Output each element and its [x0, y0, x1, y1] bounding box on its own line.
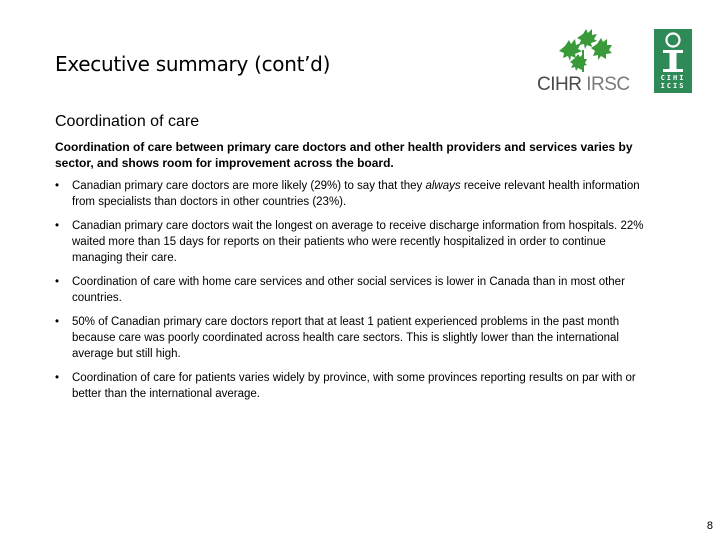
list-item: • Coordination of care with home care services and other social services is lower in Canada than in most other countries.: [55, 276, 625, 304]
bullet-marker: •: [55, 276, 60, 288]
page-title: Executive summary (cont’d): [55, 52, 331, 76]
bullet-list: [55, 178, 655, 410]
irsc-wordmark: IRSC: [586, 74, 630, 95]
section-heading: Coordination of care: [55, 113, 200, 130]
intro-paragraph: Coordination of care between primary care doctors and other health providers and services varies by sector, and shows room for improvement across the board.: [55, 140, 633, 170]
cihr-logo: [535, 26, 631, 96]
cihi-wordmark: CIHI: [660, 74, 686, 82]
cihi-logo: [654, 29, 692, 93]
list-item: • Canadian primary care doctors wait the longest on average to receive discharge information from hospitals. 22% waited more than 15 days for reports on their patients who were recently hospitalized in order to continue managing their care.: [55, 220, 644, 264]
cihr-wordmark: CIHR: [537, 74, 582, 95]
list-item: • Canadian primary care doctors are more likely (29%) to say that they always receive relevant health information from specialists than doctors in other countries (23%).: [55, 180, 640, 208]
icis-wordmark: ICIS: [660, 82, 686, 90]
bullet-marker: •: [55, 180, 60, 192]
list-item: • Coordination of care for patients varies widely by province, with some provinces reporting results on par with or better than the international average.: [55, 372, 636, 400]
bullet-marker: •: [55, 316, 60, 328]
list-item: • 50% of Canadian primary care doctors report that at least 1 patient experienced problems in the past month because care was poorly coordinated across health care sectors. This is slightly lower than the international average but still high.: [55, 316, 620, 360]
page-number: 8: [706, 520, 713, 532]
emphasis-text: always: [425, 180, 461, 192]
bullet-marker: •: [55, 220, 60, 232]
bullet-marker: •: [55, 372, 60, 384]
maple-leaves-icon: [535, 26, 631, 74]
